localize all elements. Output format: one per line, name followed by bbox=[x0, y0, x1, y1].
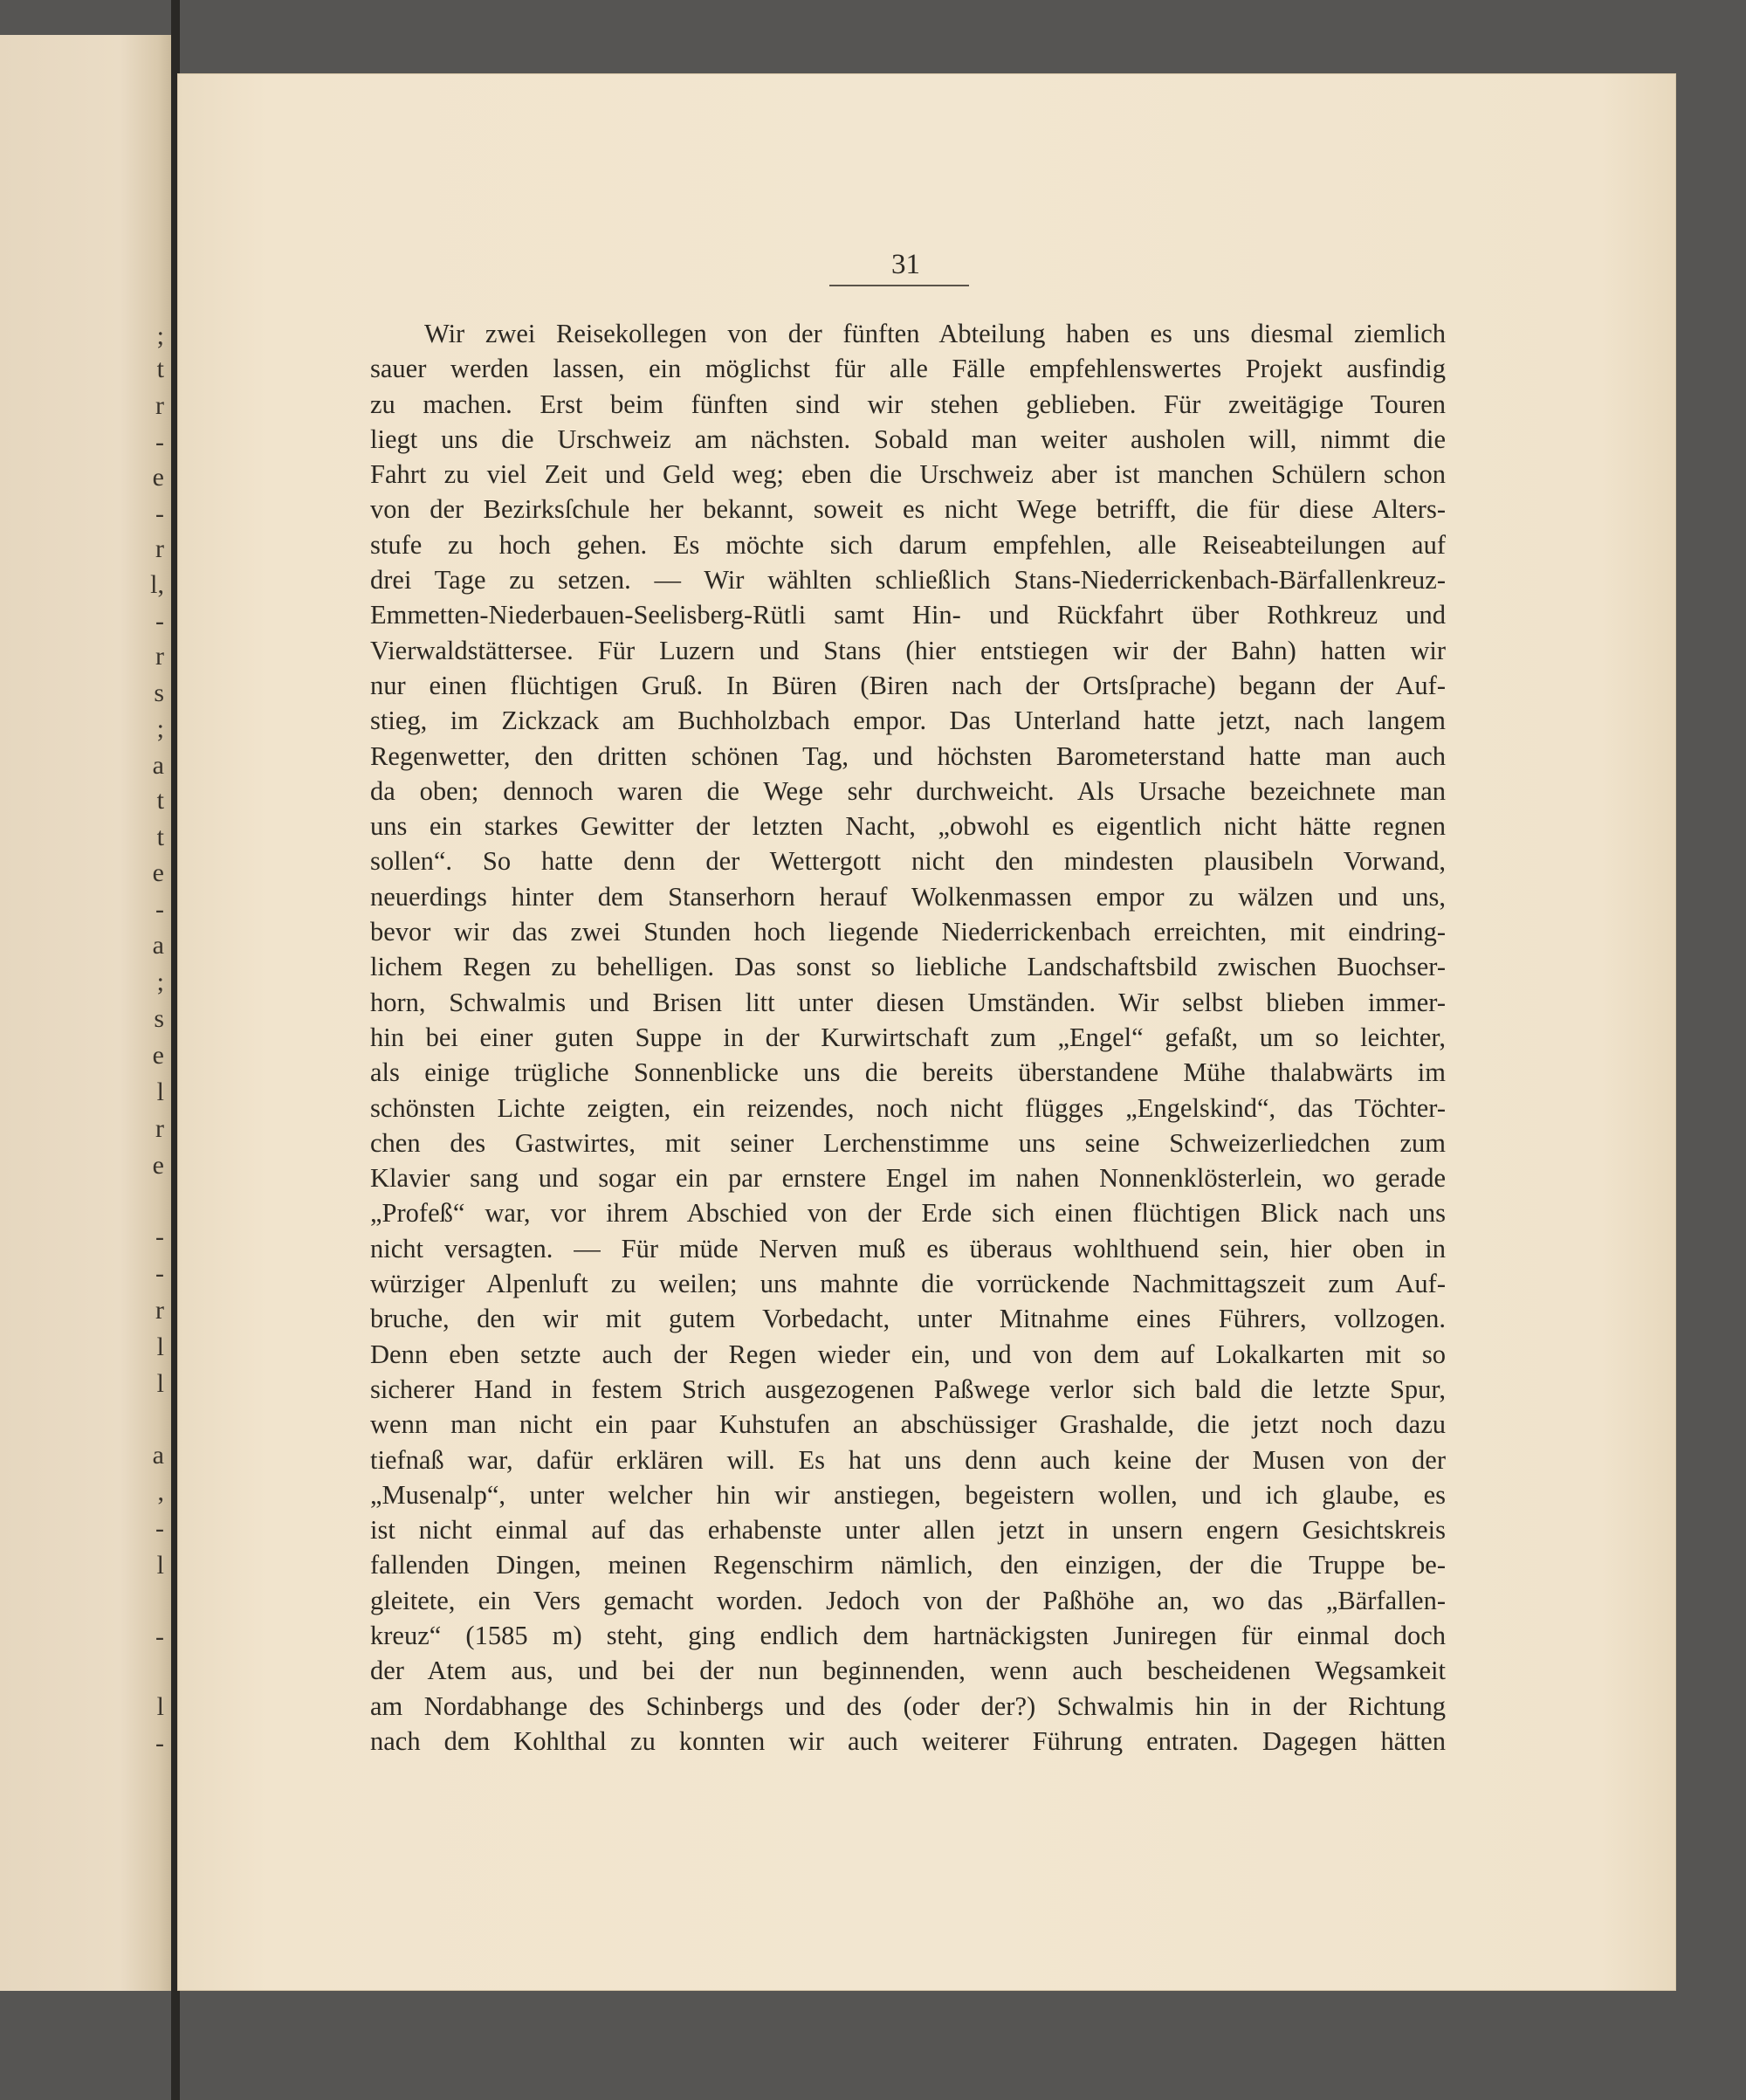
text-line: gleitete, ein Vers gemacht worden. Jedoch von der Paßhöhe an, wo das „Bärfallen- bbox=[370, 1585, 1446, 1615]
left-fragment: a bbox=[152, 751, 164, 780]
text-line: sicherer Hand in festem Strich ausgezogenen Paßwege verlor sich bald die letzte Spur, bbox=[370, 1374, 1446, 1404]
text-line: nicht versagten. — Für müde Nerven muß es überaus wohlthuend sein, hier oben in bbox=[370, 1233, 1446, 1263]
text-line: drei Tage zu setzen. — Wir wählten schließlich Stans-Niederrickenbach-Bärfallenkreuz- bbox=[370, 565, 1446, 596]
text-line: Emmetten-Niederbauen-Seelisberg-Rütli samt Hin- und Rückfahrt über Rothkreuz und bbox=[370, 600, 1446, 630]
left-fragment: s bbox=[154, 1004, 164, 1033]
text-line: neuerdings hinter dem Stanserhorn herauf Wolkenmassen empor zu wälzen und uns, bbox=[370, 881, 1446, 912]
text-line: Fahrt zu viel Zeit und Geld weg; eben die Urschweiz aber ist manchen Schülern schon bbox=[370, 459, 1446, 490]
header-rule bbox=[829, 285, 969, 286]
left-fragment: t bbox=[156, 786, 164, 815]
text-line: chen des Gastwirtes, mit seiner Lerchenstimme uns seine Schweizerliedchen zum bbox=[370, 1127, 1446, 1158]
text-line: Regenwetter, den dritten schönen Tag, und höchsten Barometerstand hatte man auch bbox=[370, 740, 1446, 771]
left-fragment: r bbox=[155, 1296, 164, 1325]
left-fragment: r bbox=[155, 1114, 164, 1143]
left-fragment: l, bbox=[150, 570, 164, 599]
left-fragment: l bbox=[156, 1551, 164, 1580]
left-fragment: - bbox=[155, 428, 164, 457]
left-fragment: l bbox=[156, 1332, 164, 1361]
left-fragment: e bbox=[152, 858, 164, 887]
left-page-text-fragments bbox=[0, 35, 171, 1991]
text-line: sauer werden lassen, ein möglichst für alle Fälle empfehlenswertes Projekt ausfindig bbox=[370, 354, 1446, 384]
text-line: schönsten Lichte zeigten, ein reizendes, noch nicht flügges „Engelskind“, das Töchter- bbox=[370, 1092, 1446, 1123]
text-line: stieg, im Zickzack am Buchholzbach empor. Das Unterland hatte jetzt, nach langem bbox=[370, 706, 1446, 736]
left-fragment: ; bbox=[156, 321, 164, 350]
left-fragment: , bbox=[157, 1477, 164, 1506]
text-line: Vierwaldstättersee. Für Luzern und Stans (hier entstiegen wir der Bahn) hatten wir bbox=[370, 635, 1446, 665]
left-fragment: l bbox=[156, 1692, 164, 1721]
left-fragment: - bbox=[155, 607, 164, 636]
left-page bbox=[0, 35, 171, 1991]
text-line: stufe zu hoch gehen. Es möchte sich darum empfehlen, alle Reiseabteilungen auf bbox=[370, 529, 1446, 560]
left-fragment: ; bbox=[156, 714, 164, 743]
left-fragment: - bbox=[155, 1259, 164, 1288]
text-line: lichem Regen zu behelligen. Das sonst so liebliche Landschaftsbild zwischen Buochser- bbox=[370, 952, 1446, 982]
left-fragment: r bbox=[155, 534, 164, 563]
text-line: uns ein starkes Gewitter der letzten Nacht, „obwohl es eigentlich nicht hätte regnen bbox=[370, 811, 1446, 842]
text-line: fallenden Dingen, meinen Regenschirm nämlich, den einzigen, der die Truppe be- bbox=[370, 1550, 1446, 1580]
text-line: nur einen flüchtigen Gruß. In Büren (Biren nach der Ortsſprache) begann der Auf- bbox=[370, 670, 1446, 700]
left-fragment: e bbox=[152, 463, 164, 492]
left-fragment: a bbox=[152, 1441, 164, 1470]
left-fragment: - bbox=[155, 895, 164, 924]
text-line: da oben; dennoch waren die Wege sehr durchweicht. Als Ursache bezeichnete man bbox=[370, 775, 1446, 806]
left-fragment: e bbox=[152, 1151, 164, 1180]
left-fragment: - bbox=[155, 1514, 164, 1543]
left-fragment: s bbox=[154, 678, 164, 707]
text-line: tiefnaß war, dafür erklären will. Es hat uns denn auch keine der Musen von der bbox=[370, 1444, 1446, 1475]
text-line: „Profeß“ war, vor ihrem Abschied von der Erde sich einen flüchtigen Blick nach uns bbox=[370, 1198, 1446, 1229]
text-line: bevor wir das zwei Stunden hoch liegende Niederrickenbach erreichten, mit eindring- bbox=[370, 917, 1446, 947]
left-fragment: - bbox=[155, 499, 164, 528]
body-text bbox=[370, 316, 1446, 1759]
left-fragment: - bbox=[155, 1222, 164, 1251]
left-fragment: ; bbox=[156, 967, 164, 996]
text-line: als einige trügliche Sonnenblicke uns die bereits überstandene Mühe thalabwärts im bbox=[370, 1057, 1446, 1088]
left-fragment: r bbox=[155, 391, 164, 420]
text-line: Wir zwei Reisekollegen von der fünften Abteilung haben es uns diesmal ziemlich bbox=[424, 319, 1446, 348]
left-fragment: t bbox=[156, 355, 164, 383]
text-line: kreuz“ (1585 m) steht, ging endlich dem hartnäckigsten Juniregen für einmal doch bbox=[370, 1620, 1446, 1650]
text-line: bruche, den wir mit gutem Vorbedacht, unter Mitnahme eines Führers, vollzogen. bbox=[370, 1304, 1446, 1334]
text-line: Denn eben setzte auch der Regen wieder ein, und von dem auf Lokalkarten mit so bbox=[370, 1339, 1446, 1369]
text-line: Klavier sang und sogar ein par ernstere Engel im nahen Nonnenklösterlein, wo gerade bbox=[370, 1163, 1446, 1194]
left-fragment: e bbox=[152, 1041, 164, 1070]
text-line: sollen“. So hatte denn der Wettergott nicht den mindesten plausibeln Vorwand, bbox=[370, 846, 1446, 877]
left-fragment: t bbox=[156, 823, 164, 851]
text-line: nach dem Kohlthal zu konnten wir auch weiterer Führung entraten. Dagegen hätten bbox=[370, 1725, 1446, 1756]
page-number: 31 bbox=[891, 249, 920, 280]
text-line: horn, Schwalmis und Brisen litt unter diesen Umständen. Wir selbst blieben immer- bbox=[370, 987, 1446, 1017]
text-line: „Musenalp“, unter welcher hin wir anstiegen, begeistern wollen, und ich glaube, es bbox=[370, 1479, 1446, 1510]
text-line: am Nordabhange des Schinbergs und des (oder der?) Schwalmis hin in der Richtung bbox=[370, 1690, 1446, 1721]
text-line: liegt uns die Urschweiz am nächsten. Sobald man weiter ausholen will, nimmt die bbox=[370, 423, 1446, 454]
text-line: von der Bezirksſchule her bekannt, soweit es nicht Wege betrifft, die für diese Alters- bbox=[370, 494, 1446, 525]
left-fragment: - bbox=[155, 1622, 164, 1651]
left-fragment: l bbox=[156, 1078, 164, 1106]
text-line: wenn man nicht ein paar Kuhstufen an abschüssiger Grashalde, die jetzt noch dazu bbox=[370, 1409, 1446, 1440]
text-line: hin bei einer guten Suppe in der Kurwirtschaft zum „Engel“ gefaßt, um so leichter, bbox=[370, 1022, 1446, 1052]
text-line: würziger Alpenluft zu weilen; uns mahnte die vorrückende Nachmittagszeit zum Auf- bbox=[370, 1269, 1446, 1299]
text-line: zu machen. Erst beim fünften sind wir stehen geblieben. Für zweitägige Touren bbox=[370, 389, 1446, 419]
text-line: der Atem aus, und bei der nun beginnenden, wenn auch bescheidenen Wegsamkeit bbox=[370, 1656, 1446, 1686]
left-fragment: a bbox=[152, 931, 164, 960]
left-fragment: - bbox=[155, 1729, 164, 1758]
left-fragment: r bbox=[155, 642, 164, 671]
left-fragment: l bbox=[156, 1369, 164, 1398]
text-line: ist nicht einmal auf das erhabenste unter allen jetzt in unsern engern Gesichtskreis bbox=[370, 1515, 1446, 1546]
